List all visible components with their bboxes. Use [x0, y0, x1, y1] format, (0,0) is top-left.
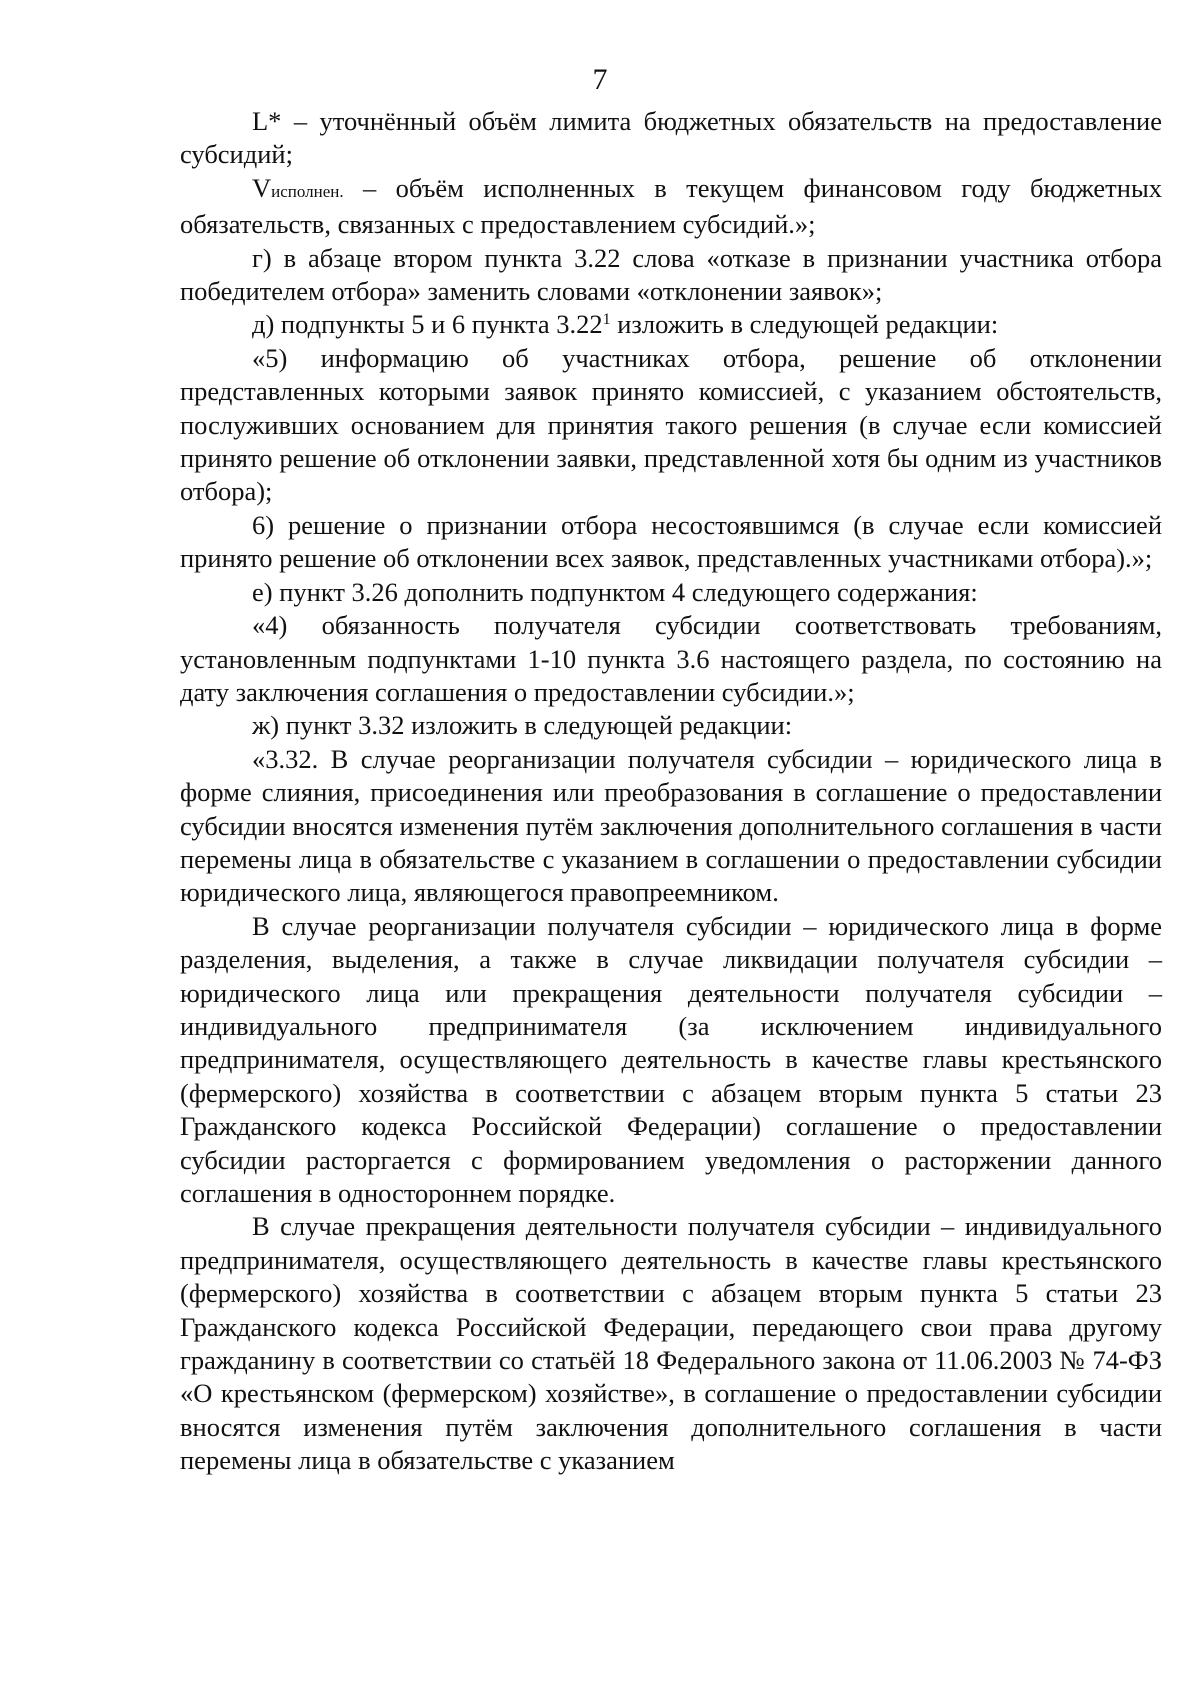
paragraph-text: е) пункт 3.26 дополнить подпунктом 4 следующего содержания:: [252, 576, 978, 607]
paragraph-text: «4) обязанность получателя субсидии соответствовать требованиям, установленным подпунктами 1-10 пункта 3.6 настоящего раздела, по состоянию на дату заключения соглашения о предоставлении субсидии.»;: [180, 610, 1162, 707]
document-body: [180, 105, 1162, 1478]
paragraph-subitem-5: [180, 342, 1162, 509]
paragraph-item-d: [180, 308, 1162, 341]
paragraph-text: «3.32. В случае реорганизации получателя субсидии – юридического лица в форме слияния, присоединения или преобразования в соглашение о предоставлении субсидии вносятся изменения путём заключения дополнительного соглашения в части перемены лица в обязательстве с указанием в соглашении о предоставлении субсидии юридического лица, являющегося правопреемником.: [180, 743, 1162, 908]
superscript: 1: [602, 311, 611, 329]
v-symbol: V: [252, 172, 272, 203]
paragraph-3-32: [180, 743, 1162, 910]
page-number: 7: [592, 63, 608, 96]
paragraph-subitem-6: [180, 509, 1162, 576]
paragraph-reorganization: [180, 910, 1162, 1211]
paragraph-termination: [180, 1210, 1162, 1477]
paragraph-text: изложить в следующей редакции:: [610, 309, 999, 340]
paragraph-text: – объём исполненных в текущем финансовом году бюджетных обязательств, связанных с предоставлением субсидий.»;: [180, 172, 1162, 240]
paragraph-text: L* – уточнённый объём лимита бюджетных обязательств на предоставление субсидий;: [180, 106, 1162, 170]
paragraph-text: «5) информацию об участниках отбора, решение об отклонении представленных которыми заявок принято комиссией, с указанием обстоятельств, послуживших основанием для принятия такого решения (в случае если комиссией принято решение об отклонении заявки, представленной хотя бы одним из участников отбора);: [180, 342, 1162, 507]
paragraph-item-e: [180, 576, 1162, 609]
paragraph-subitem-4: [180, 609, 1162, 709]
paragraph-text: 6) решение о признании отбора несостоявшимся (в случае если комиссией принято решение об отклонении всех заявок, представленных участниками отбора).»;: [180, 509, 1162, 574]
paragraph-text: д) подпункты 5 и 6 пункта 3.22: [252, 309, 603, 340]
paragraph-text: В случае прекращения деятельности получателя субсидии – индивидуального предпринимателя, осуществляющего деятельность в качестве главы крестьянского (фермерского) хозяйства в соответствии с абзацем вторым пункта 5 статьи 23 Гражданского кодекса Российской Федерации, передающего свои права другому гражданину в соответствии со статьёй 18 Федерального закона от 11.06.2003 № 74-ФЗ «О крестьянском (фермерском) хозяйстве», в соглашение о предоставлении субсидии вносятся изменения путём заключения дополнительного соглашения в части перемены лица в обязательстве с указанием: [180, 1211, 1162, 1476]
paragraph-text: ж) пункт 3.32 изложить в следующей редакции:: [252, 710, 793, 741]
v-subscript: исполнен.: [271, 181, 344, 201]
paragraph-text: В случае реорганизации получателя субсидии – юридического лица в форме разделения, выделения, а также в случае ликвидации получателя субсидии – юридического лица или прекращения деятельности получателя субсидии – индивидуального предпринимателя (за исключением индивидуального предпринимателя, осуществляющего деятельность в качестве главы крестьянского (фермерского) хозяйства в соответствии с абзацем вторым пункта 5 статьи 23 Гражданского кодекса Российской Федерации) соглашение о предоставлении субсидии расторгается с формированием уведомления о расторжении данного соглашения в одностороннем порядке.: [180, 910, 1162, 1208]
paragraph-item-g: [180, 242, 1162, 309]
paragraph-v-definition: [180, 172, 1162, 242]
paragraph-l-star-definition: [180, 105, 1162, 172]
paragraph-text: г) в абзаце втором пункта 3.22 слова «отказе в признании участника отбора победителем отбора» заменить словами «отклонении заявок»;: [180, 242, 1162, 307]
paragraph-item-zh: [180, 709, 1162, 742]
